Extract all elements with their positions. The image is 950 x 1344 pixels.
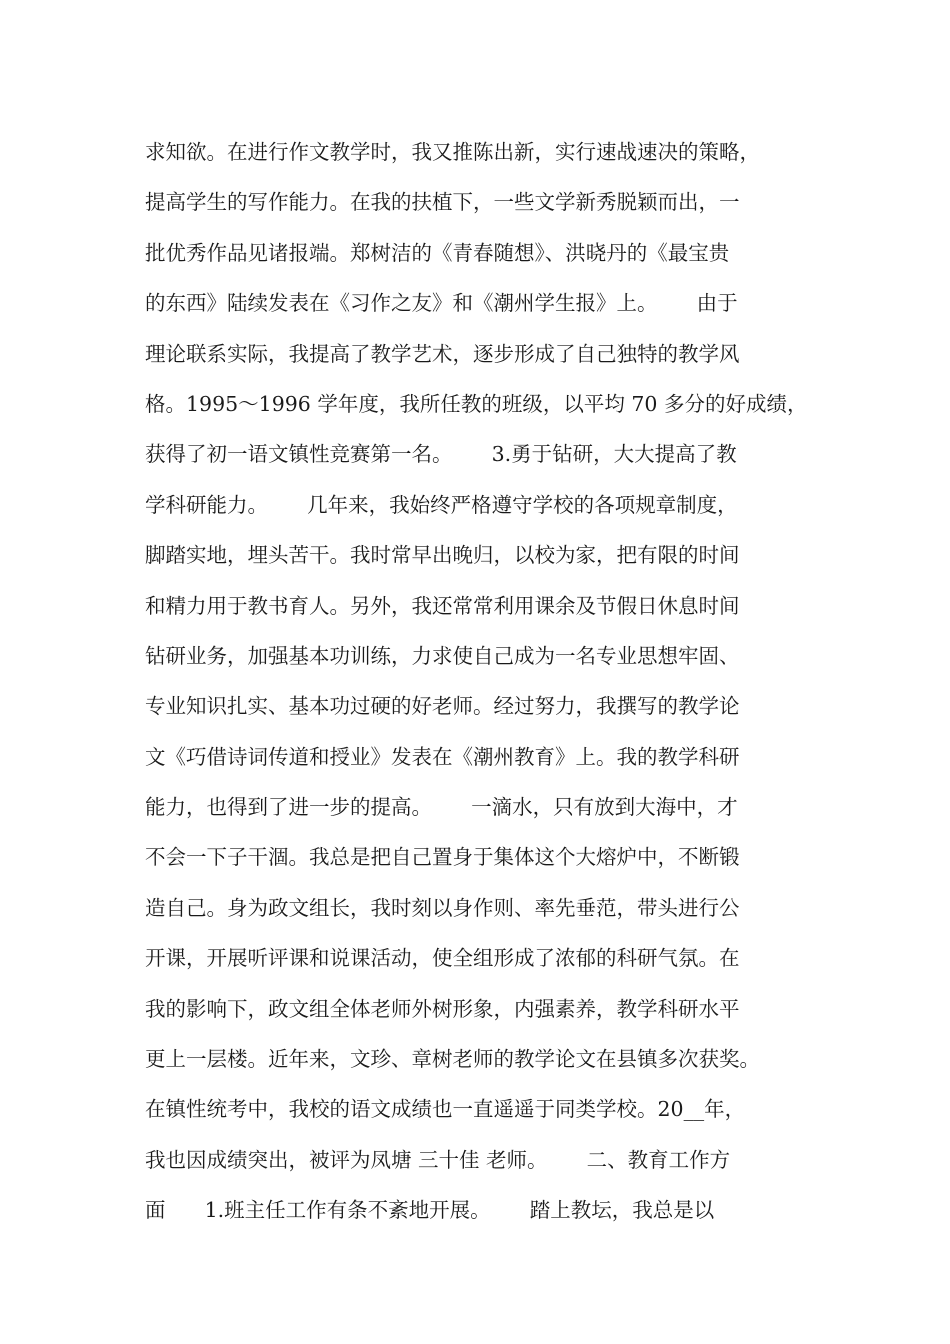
text-line: 我的影响下，政文组全体老师外树形象，内强素养，教学科研水平 [145, 996, 740, 1021]
body-text [145, 127, 835, 1236]
text-line: 脚踏实地，埋头苦干。我时常早出晚归，以校为家，把有限的时间 [145, 543, 740, 568]
text-line: 的东西》陆续发表在《习作之友》和《潮州学生报》上。 由于 [145, 291, 738, 316]
text-line: 更上一层楼。近年来，文珍、章树老师的教学论文在县镇多次获奖。 [145, 1047, 760, 1072]
text-line: 求知欲。在进行作文教学时，我又推陈出新，实行速战速决的策略， [145, 140, 760, 164]
text-line: 不会一下子干涸。我总是把自己置身于集体这个大熔炉中，不断锻 [145, 845, 740, 870]
text-line: 和精力用于教书育人。另外，我还常常利用课余及节假日休息时间 [145, 593, 740, 618]
text-line: 格。1995～1996 学年度，我所任教的班级，以平均 70 多分的好成绩， [145, 391, 808, 416]
text-line: 钻研业务，加强基本功训练，力求使自己成为一名专业思想牢固、 [145, 643, 740, 668]
text-line: 面 1.班主任工作有条不紊地开展。 踏上教坛，我总是以 [145, 1198, 715, 1223]
text-line: 理论联系实际，我提高了教学艺术，逐步形成了自己独特的教学风 [145, 341, 740, 366]
text-line: 学科研能力。 几年来，我始终严格遵守学校的各项规章制度， [145, 492, 738, 517]
text-line: 造自己。身为政文组长，我时刻以身作则、率先垂范，带头进行公 [145, 895, 740, 920]
text-line: 专业知识扎实、基本功过硬的好老师。经过努力，我撰写的教学论 [145, 694, 740, 719]
text-line: 在镇性统考中，我校的语文成绩也一直遥遥于同类学校。20__年， [145, 1097, 746, 1122]
text-line: 我也因成绩突出，被评为凤塘 三十佳 老师。 二、教育工作方 [145, 1147, 731, 1172]
text-line: 文《巧借诗词传道和授业》发表在《潮州教育》上。我的教学科研 [145, 744, 740, 769]
text-line: 开课，开展听评课和说课活动，使全组形成了浓郁的科研气氛。在 [145, 946, 740, 971]
text-line: 批优秀作品见诸报端。郑树洁的《青春随想》、洪晓丹的《最宝贵 [145, 240, 730, 265]
text-line: 提高学生的写作能力。在我的扶植下，一些文学新秀脱颖而出，一 [145, 190, 740, 215]
text-line: 能力，也得到了进一步的提高。 一滴水，只有放到大海中，才 [145, 795, 738, 820]
text-line: 获得了初一语文镇性竞赛第一名。 3.勇于钻研，大大提高了教 [145, 442, 737, 467]
